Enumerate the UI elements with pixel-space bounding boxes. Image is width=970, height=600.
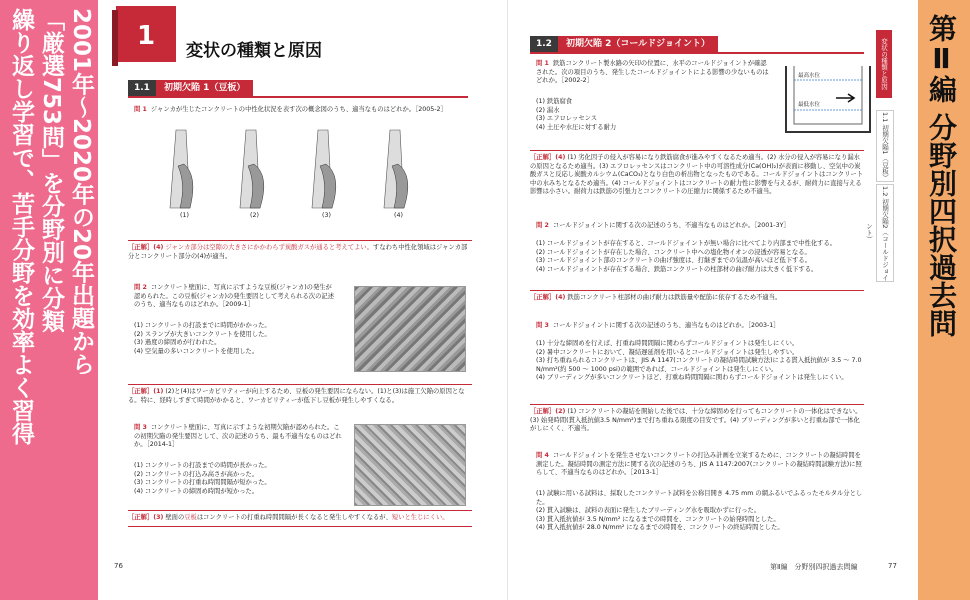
section-1-1-header: [128, 80, 468, 96]
answer-3: ［正解］(3) 壁面の豆板はコンクリートの打重ね時間間隔が長くなると発生しやすくなるが、短いと生じにくい。: [128, 510, 472, 523]
r-question-1-options: (1) 鉄筋腐食 (2) 漏水 (3) エフロレッセンス (4) 土圧や水圧に対する耐力: [536, 98, 617, 131]
r-question-4-options: (1) 試験に用いる試料は、採取したコンクリート試料を公称目開き 4.75 mm の網ふるいでふるったモルタル分とした。 (2) 貫入試験は、試料の表面に発生したブリーディング水を吸取かずに行った。 (3) 貫入抵抗値が 3.5 N/mm² になるまでの時間を、コンクリートの始発時間とした。 (4) 貫入抵抗値が 28.0 N/mm² になるまでの時間を、コンクリートの終結時間とした。: [536, 490, 863, 532]
r-question-4: 問 4 コールドジョイントを発生させないコンクリートの打込み計画を立案するために、コンクリートの凝結時間を測定した。凝結時間の測定方法に関する次の記述のうち、JIS A 1147:2007(コンクリートの凝結時間試験方法)に照らして、不適当なものはどれか。［2013-1］: [536, 452, 862, 477]
section-1-2-header: [530, 36, 864, 52]
question-1: 問 1 ジャンカが生じたコンクリートの中性化状況を表す次の概念図のうち、適当なものはどれか。［2005-2］: [134, 106, 447, 113]
section-number: 1.1: [128, 80, 156, 96]
fig-label-4: (4): [394, 212, 403, 219]
question-3: 問 3 コンクリート壁面に、写真に示すような初期欠陥が認められた。この初期欠陥の発生要因として、次の記述のうち、最も不適当なものはどれか。［2014-1］: [134, 424, 342, 449]
fig-label-3: (3): [322, 212, 331, 219]
r-question-3: 問 3 コールドジョイントに関する次の記述のうち、適当なものはどれか。［2003-1］: [536, 322, 780, 329]
r-question-2: 問 2 コールドジョイントに関する次の記述のうち、不適当なものはどれか。［2001-3Y］: [536, 222, 790, 229]
side-tab-chapter: 変状の種類と原因: [876, 30, 892, 98]
r-question-2-options: (1) コールドジョイントが存在すると、コールドジョイントが無い場合に比べてより内部まで中性化する。 (2) コールドジョイントが存在した場合、コンクリート中への塩化物イオンの浸透が容易となる。 (3) コールドジョイント部のコンクリートの曲げ強度は、打継ぎまでの気温が高いほど低下する。 (4) コールドジョイントが存在する場合、鉄筋コンクリートの柱部材の曲げ耐力は大きく低下する。: [536, 240, 837, 273]
question-2: 問 2 コンクリート壁面に、写真に示すような豆板(ジャンカ)の発生が認められた。この豆板(ジャンカ)の発生要因として考えられる次の記述のうち、適当なものはどれか。［2009-1］: [134, 284, 334, 309]
section-title: 初期欠陥 1（豆板）: [156, 80, 253, 96]
fig-label-max-level: 最高水位: [798, 73, 821, 79]
banner-line-1: 2001年～2020年の20年出題から: [68, 8, 94, 376]
fig-label-1: (1): [180, 212, 189, 219]
side-tab-1-2: 1.2 初期欠陥2（コールドジョイント）: [876, 184, 894, 282]
r-question-3-options: (1) 十分な締固めを行えば、打重ね時間間隔に関わらずコールドジョイントは発生しにくい。 (2) 暑中コンクリートにおいて、凝結遅延剤を用いるとコールドジョイントは発生しやすい。 (3) 打ち重ねられるコンクリートは、JIS A 1147(コンクリートの凝結時間試験方法)による貫入抵抗値が 3.5 ～ 7.0 N/mm²(約 500 ～ 1000 psi)の範囲であれば、コールドジョイントは発生しにくい。 (4) ブリーディングが多いコンクリートほど、打重ね時間間隔に関わらずコールドジョイントは発生しにくい。: [536, 340, 862, 382]
banner-line-2: 「厳選753問」を分野別に分類: [38, 8, 64, 333]
right-footer-text: 第Ⅱ編 分野別四択過去問編: [770, 563, 858, 571]
chapter-box: [116, 6, 176, 62]
section-title: 初期欠陥 2（コールドジョイント）: [558, 36, 718, 52]
gutter: [507, 0, 508, 600]
section-number: 1.2: [530, 36, 558, 52]
question-2-options: (1) コンクリートの打設までに時間がかかった。 (2) スランプが大きいコンクリートを使用した。 (3) 過度の締固めが行われた。 (4) 空気量の多いコンクリートを使用した。: [134, 322, 271, 355]
r-answer-1: ［正解］(4) (1) 劣化因子の侵入が容易になり鉄筋腐食が進みやすくなるため適当。(2) 水分の侵入が容易になり漏水の原因となるため適当。(3) エフロレッセンスはコンクリート中の可溶性成分(Ca(OH)₂)が表面に移動し、空気中の炭酸ガスと反応し炭酸カルシウム(CaCO₃)となり白色の析出物となったものである。コールドジョイントはコンクリート中の水みちとなるため適当。(4) コールドジョイントはコンクリートの耐力性に影響を与えるが、耐荷力に直接与える影響は小さい。耐荷力は鉄筋の引張力とコンクリートの圧縮力に関係するため不適当。: [530, 150, 864, 197]
fig-label-min-level: 最低水位: [798, 102, 821, 108]
question-3-options: (1) コンクリートの打設までの時間が長かった。 (2) コンクリートの打込み高さが高かった。 (3) コンクリートの打重ね時間間隔が短かった。 (4) コンクリートの締固め時間が短かった。: [134, 462, 271, 495]
fig-label-2: (2): [250, 212, 259, 219]
left-page-number: 76: [114, 562, 123, 570]
honeycomb-photo-1: [354, 286, 466, 372]
right-banner-title: 第Ⅱ編 分野別四択過去問: [925, 14, 958, 337]
fig-panel-3: [312, 130, 336, 208]
chapter-title: 変状の種類と原因: [186, 41, 322, 61]
chapter-number: 1: [136, 21, 156, 51]
honeycomb-photo-2: [354, 424, 466, 506]
r-question-1: 問 1 鉄筋コンクリート製水路の矢印の位置に、水平のコールドジョイントが確認された。次の項目のうち、発生したコールドジョイントによる影響の少ないものはどれか。［2002-2］: [536, 60, 769, 85]
answer-1: ［正解］(4) ジャンカ部分は空隙の大きさにかかわらず炭酸ガスが通ると考えてよい。すなわち中性化領域はジャンカ部分とコンクリート部分の(4)が適当。: [128, 240, 472, 261]
r-answer-3: ［正解］(2) (1) コンクリートの凝結を開始した後では、十分な締固めを行ってもコンクリートの一体化はできない。(3) 始発時間(貫入抵抗値3.5 N/mm²)まで打ち重ねる限度の目安です。(4) ブリーディングが多いと打重ね部で一体化がしにくく、不適当。: [530, 404, 864, 434]
fig-panel-1: [170, 130, 193, 208]
right-page-number: 77: [888, 562, 897, 570]
fig-panel-2: [240, 130, 264, 208]
banner-line-3: 繰り返し学習で、苦手分野を効率よく習得: [8, 8, 34, 445]
side-tab-1-1: 1.1 初期欠陥1（豆板）: [876, 110, 894, 182]
r-answer-2: ［正解］(4) 鉄筋コンクリート柱部材の曲げ耐力は鉄筋量や配筋に依存するため不適当。: [530, 290, 864, 303]
answer-2: ［正解］(1) (2)と(4)はワーカビリティーが向上するため、豆板の発生要因にならない。(1)と(3)は施工欠陥の原因となる。特に、経時しすぎて時間がかかると、ワーカビリティーが低下し豆板が発生しやすくなる。: [128, 384, 472, 405]
fig-panel-4: [384, 130, 408, 208]
